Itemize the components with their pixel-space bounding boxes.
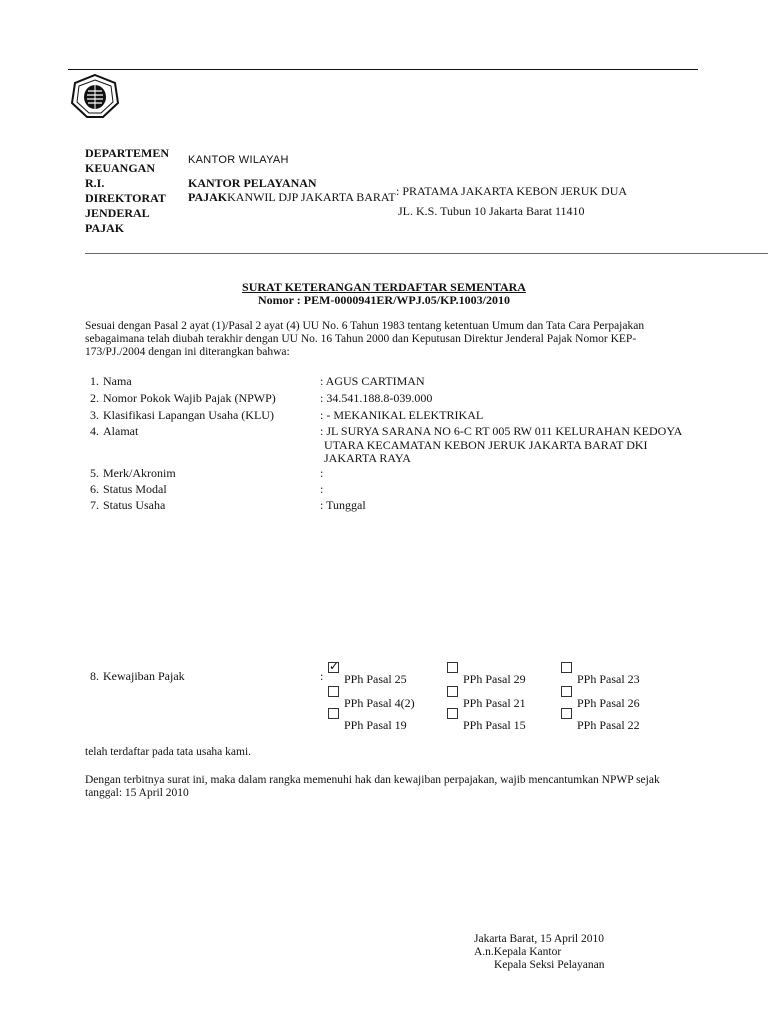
field-label: Klasifikasi Lapangan Usaha (KLU) <box>103 408 274 422</box>
intro-line: Sesuai dengan Pasal 2 ayat (1)/Pasal 2 ayat (4) UU No. 6 Tahun 1983 tentang ketentuan Umum dan Tata Cara Perpajakan <box>85 320 645 332</box>
top-rule <box>68 69 698 70</box>
checkbox-pph-19[interactable] <box>344 718 407 733</box>
checkbox-label: PPh Pasal 4(2) <box>344 696 415 710</box>
field-value: : - MEKANIKAL ELEKTRIKAL <box>320 408 484 422</box>
address-continuation-1: UTARA KECAMATAN KEBON JERUK JAKARTA BARAT DKI <box>324 438 648 452</box>
kantor-pelayanan-bold: PAJAK <box>188 190 228 204</box>
checkbox-pph-21[interactable] <box>463 696 526 711</box>
closing-line-2: tanggal: 15 April 2010 <box>85 787 189 799</box>
intro-line: 173/PJ./2004 dengan ini diterangkan bahwa: <box>85 346 290 358</box>
signature-an: A.n.Kepala Kantor <box>474 946 562 958</box>
org-line: KEUANGAN <box>85 161 156 175</box>
checkbox-box[interactable] <box>447 686 458 697</box>
checkbox-box[interactable] <box>561 708 572 719</box>
closing-line-1: Dengan terbitnya surat ini, maka dalam rangka memenuhi hak dan kewajiban perpajakan, wajib mencantumkan NPWP sejak <box>85 774 660 786</box>
checkbox-box[interactable] <box>561 662 572 673</box>
signature-position: Kepala Seksi Pelayanan <box>494 959 605 971</box>
field-value: : JL SURYA SARANA NO 6-C RT 005 RW 011 KELURAHAN KEDOYA <box>320 424 683 438</box>
checkbox-box[interactable] <box>561 686 572 697</box>
org-line: JENDERAL <box>85 206 150 220</box>
field-label: Alamat <box>103 424 139 438</box>
field-label: Status Usaha <box>103 498 166 512</box>
kantor-pelayanan-line2 <box>188 190 396 205</box>
check-mark-icon: ✓ <box>329 659 340 673</box>
document-number: Nomor : PEM-0000941ER/WPJ.05/KP.1003/2010 <box>258 293 510 307</box>
checkbox-label: PPh Pasal 15 <box>463 718 526 732</box>
checkbox-label: PPh Pasal 29 <box>463 672 526 686</box>
kanwil-name: KANWIL DJP JAKARTA BARAT <box>227 190 396 204</box>
checkbox-label: PPh Pasal 23 <box>577 672 640 686</box>
registered-text: telah terdaftar pada tata usaha kami. <box>85 746 252 758</box>
checkbox-box[interactable] <box>328 686 339 697</box>
field-number: 7. <box>90 498 99 512</box>
checkbox-pph-26[interactable] <box>577 696 640 711</box>
checkbox-label: PPh Pasal 19 <box>344 718 407 732</box>
office-name: : PRATAMA JAKARTA KEBON JERUK DUA <box>396 184 628 198</box>
address-continuation-2: JAKARTA RAYA <box>324 451 411 465</box>
kantor-pelayanan-label: KANTOR PELAYANAN <box>188 176 317 190</box>
checkbox-pph-22[interactable] <box>577 718 640 733</box>
checkbox-pph-23[interactable] <box>577 672 640 687</box>
checkbox-label: PPh Pasal 25 <box>344 672 407 686</box>
field-number: 5. <box>90 466 99 480</box>
field-label: Status Modal <box>103 482 167 496</box>
header-separator <box>85 253 768 254</box>
field-value: : AGUS CARTIMAN <box>320 374 425 388</box>
ministry-logo <box>70 73 120 119</box>
organization-name <box>85 146 169 236</box>
field-number: 8. <box>90 669 99 683</box>
field-number: 6. <box>90 482 99 496</box>
checkbox-pph-25[interactable] <box>329 659 407 687</box>
field-value: : <box>320 482 324 496</box>
checkbox-box[interactable] <box>328 708 339 719</box>
intro-paragraph <box>85 320 665 359</box>
field-number: 2. <box>90 391 99 405</box>
checkbox-label: PPh Pasal 26 <box>577 696 640 710</box>
field-value: : <box>320 466 324 480</box>
org-line: PAJAK <box>85 221 125 235</box>
checkbox-label: PPh Pasal 22 <box>577 718 640 732</box>
field-colon: : <box>320 669 324 683</box>
field-number: 4. <box>90 424 99 438</box>
checkbox-box[interactable] <box>447 708 458 719</box>
field-number: 3. <box>90 408 99 422</box>
field-value: : 34.541.188.8-039.000 <box>320 391 433 405</box>
kantor-wilayah-label: KANTOR WILAYAH <box>188 154 289 166</box>
signature-place-date: Jakarta Barat, 15 April 2010 <box>474 933 604 945</box>
intro-line: sebagaimana telah diubah terakhir dengan UU No. 16 Tahun 2000 dan Keputusan Direktur Jenderal Pajak Nomor KEP- <box>85 333 637 345</box>
field-label: Kewajiban Pajak <box>103 669 185 683</box>
checkbox-box[interactable] <box>447 662 458 673</box>
document-title-text: SURAT KETERANGAN TERDAFTAR SEMENTARA <box>242 280 526 294</box>
checkbox-pph-29[interactable] <box>463 672 526 687</box>
checkbox-pph-15[interactable] <box>463 718 526 733</box>
field-label: Merk/Akronim <box>103 466 176 480</box>
field-value: : Tunggal <box>320 498 366 512</box>
org-line: R.I. <box>85 176 105 190</box>
org-line: DEPARTEMEN <box>85 146 170 160</box>
org-line: DIREKTORAT <box>85 191 166 205</box>
field-number: 1. <box>90 374 99 388</box>
checkbox-label: PPh Pasal 21 <box>463 696 526 710</box>
field-label: Nama <box>103 374 132 388</box>
office-address: JL. K.S. Tubun 10 Jakarta Barat 11410 <box>398 204 585 218</box>
checkbox-pph-4-2[interactable] <box>344 696 415 711</box>
field-label: Nomor Pokok Wajib Pajak (NPWP) <box>103 391 276 405</box>
